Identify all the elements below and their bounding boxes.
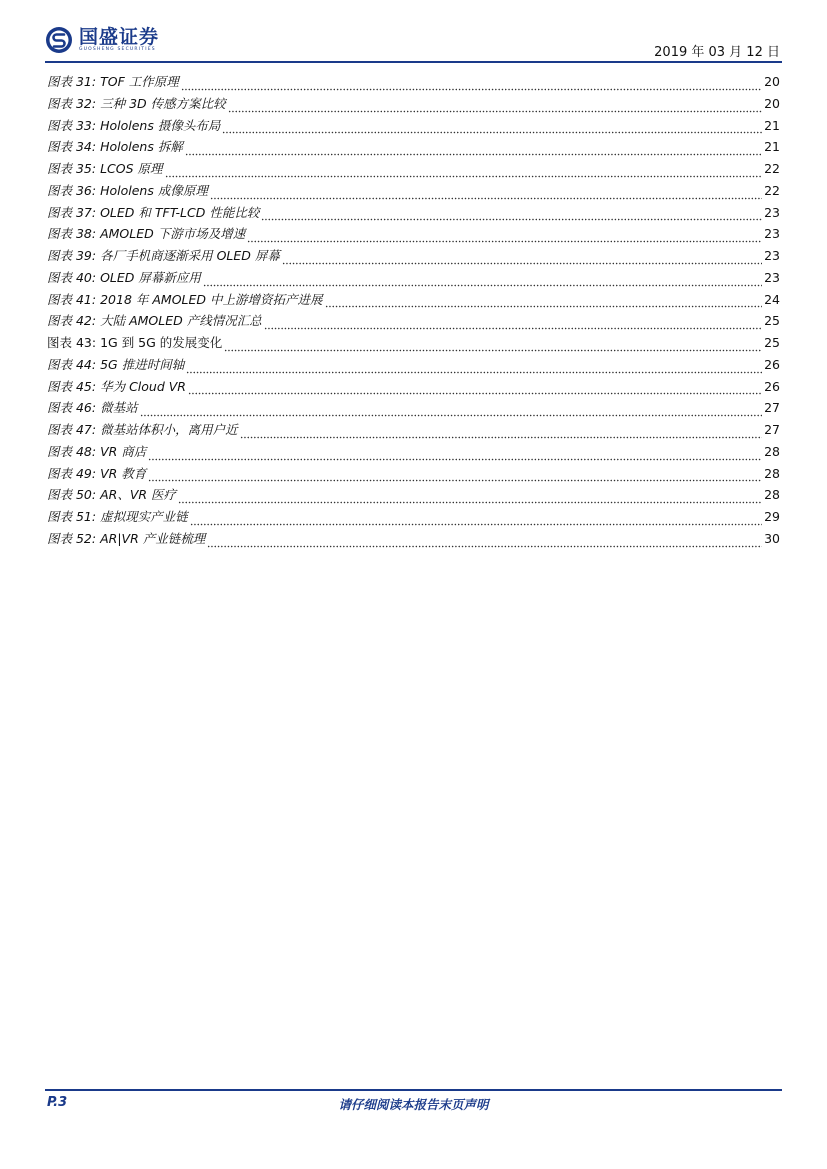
- toc-entry[interactable]: [47, 464, 780, 486]
- toc-entry-page: 24: [764, 291, 780, 307]
- footer-disclaimer: 请仔细阅读本报告末页声明: [338, 1097, 489, 1112]
- figure-index-list: [47, 72, 780, 551]
- toc-entry-label: 图表 49:: [47, 465, 97, 481]
- toc-entry[interactable]: [47, 137, 780, 159]
- logo-name: 国盛证券: [79, 26, 160, 48]
- toc-dot-leader: [148, 472, 762, 482]
- toc-dot-leader: [240, 429, 762, 439]
- toc-dot-leader: [261, 211, 762, 221]
- toc-entry-label: 图表 40:: [47, 269, 97, 285]
- toc-entry-title: VR 教育: [100, 465, 147, 481]
- footer-divider: [45, 1089, 782, 1091]
- toc-entry-title: Hololens 摄像头布局: [100, 117, 221, 133]
- toc-entry-title: AR、VR 医疗: [100, 487, 177, 503]
- toc-entry[interactable]: [47, 72, 780, 94]
- toc-entry-page: 29: [764, 509, 780, 524]
- toc-entry-title: LCOS 原理: [100, 161, 163, 176]
- toc-entry[interactable]: [47, 181, 780, 203]
- toc-dot-leader: [210, 190, 762, 200]
- toc-entry[interactable]: [47, 290, 780, 312]
- toc-entry-title: 虚拟现实产业链: [100, 509, 188, 524]
- toc-entry[interactable]: [47, 355, 780, 377]
- toc-entry[interactable]: [47, 442, 780, 464]
- toc-entry-page: 20: [764, 74, 780, 89]
- toc-entry-title: TOF 工作原理: [100, 74, 179, 89]
- toc-entry[interactable]: [47, 203, 780, 225]
- toc-entry-label: 图表 45:: [47, 378, 97, 394]
- toc-entry-label: 图表 50:: [47, 487, 97, 503]
- toc-entry-page: 22: [764, 161, 780, 176]
- toc-entry-title: OLED 和 TFT-LCD 性能比较: [100, 204, 260, 220]
- toc-entry-label: 图表 36:: [47, 182, 97, 198]
- toc-dot-leader: [222, 124, 762, 134]
- toc-entry[interactable]: [47, 94, 780, 116]
- company-logo: [45, 26, 159, 54]
- toc-entry-page: 28: [764, 487, 780, 503]
- toc-entry-page: 30: [764, 530, 780, 546]
- toc-entry-title: AR|VR 产业链梳理: [100, 530, 206, 546]
- toc-entry-label: 图表 48:: [47, 443, 97, 459]
- toc-entry-label: 图表 35:: [47, 161, 97, 176]
- toc-entry-page: 26: [764, 378, 780, 394]
- toc-entry[interactable]: [47, 377, 780, 399]
- toc-dot-leader: [228, 103, 762, 113]
- toc-entry-label: 图表 32:: [47, 95, 97, 111]
- toc-entry[interactable]: [47, 420, 780, 442]
- toc-entry-label: 图表 39:: [47, 248, 97, 263]
- toc-dot-leader: [148, 451, 762, 461]
- toc-dot-leader: [224, 342, 762, 352]
- toc-entry-label: 图表 52:: [47, 530, 97, 546]
- toc-entry-title: 1G 到 5G 的发展变化: [100, 335, 223, 350]
- toc-entry-page: 28: [764, 465, 780, 481]
- toc-entry-title: VR 商店: [100, 443, 147, 459]
- toc-entry-label: 图表 37:: [47, 204, 97, 220]
- toc-entry-page: 20: [764, 95, 780, 111]
- toc-dot-leader: [165, 168, 763, 178]
- toc-entry-label: 图表 38:: [47, 226, 97, 242]
- toc-dot-leader: [203, 277, 762, 287]
- guosheng-logo-icon: [45, 26, 73, 54]
- toc-entry-title: OLED 屏幕新应用: [100, 269, 201, 285]
- toc-entry[interactable]: [47, 333, 780, 355]
- toc-entry-title: AMOLED 下游市场及增速: [100, 226, 246, 242]
- toc-entry-label: 图表 47:: [47, 422, 97, 437]
- toc-entry-label: 图表 31:: [47, 74, 97, 89]
- toc-entry[interactable]: [47, 224, 780, 246]
- toc-entry-label: 图表 34:: [47, 139, 97, 155]
- toc-dot-leader: [178, 494, 762, 504]
- toc-entry-title: 大陆 AMOLED 产线情况汇总: [100, 313, 262, 329]
- toc-entry-title: Hololens 拆解: [100, 139, 183, 155]
- toc-entry[interactable]: [47, 116, 780, 138]
- toc-entry-title: Hololens 成像原理: [100, 182, 208, 198]
- toc-dot-leader: [207, 538, 762, 548]
- toc-dot-leader: [181, 81, 762, 91]
- toc-dot-leader: [264, 320, 762, 330]
- toc-entry-page: 21: [764, 139, 780, 155]
- toc-entry[interactable]: [47, 311, 780, 333]
- toc-entry[interactable]: [47, 529, 780, 551]
- toc-entry-label: 图表 46:: [47, 400, 97, 416]
- toc-entry-title: 各厂手机商逐渐采用 OLED 屏幕: [100, 248, 280, 263]
- toc-entry[interactable]: [47, 268, 780, 290]
- toc-dot-leader: [140, 407, 762, 417]
- toc-entry-page: 25: [764, 313, 780, 329]
- toc-entry-page: 23: [764, 269, 780, 285]
- toc-entry[interactable]: [47, 507, 780, 529]
- toc-entry-page: 27: [764, 422, 780, 437]
- toc-entry-label: 图表 42:: [47, 313, 97, 329]
- toc-entry-label: 图表 43:: [47, 335, 97, 350]
- toc-entry-title: 微基站: [100, 400, 138, 416]
- toc-dot-leader: [186, 364, 762, 374]
- toc-dot-leader: [325, 298, 763, 308]
- toc-dot-leader: [282, 255, 762, 265]
- toc-dot-leader: [190, 516, 762, 526]
- toc-entry-page: 23: [764, 226, 780, 242]
- toc-entry[interactable]: [47, 246, 780, 268]
- toc-entry[interactable]: [47, 159, 780, 181]
- toc-entry-title: 华为 Cloud VR: [100, 378, 186, 394]
- toc-entry-title: 微基站体积小，离用户近: [100, 422, 238, 437]
- toc-entry-page: 27: [764, 400, 780, 416]
- toc-dot-leader: [247, 233, 762, 243]
- toc-entry-label: 图表 33:: [47, 117, 97, 133]
- toc-dot-leader: [188, 385, 762, 395]
- toc-entry-title: 2018 年 AMOLED 中上游增资拓产进展: [100, 291, 323, 307]
- toc-entry-page: 21: [764, 117, 780, 133]
- toc-entry-label: 图表 51:: [47, 509, 97, 524]
- toc-entry-label: 图表 41:: [47, 291, 97, 307]
- toc-entry-page: 23: [764, 204, 780, 220]
- report-date: 2019 年 03 月 12 日: [654, 45, 780, 60]
- header-divider: [45, 61, 782, 63]
- toc-dot-leader: [185, 146, 762, 156]
- toc-entry-title: 三种 3D 传感方案比较: [100, 95, 226, 111]
- page-header: [0, 0, 827, 70]
- toc-entry-label: 图表 44:: [47, 356, 97, 372]
- toc-entry-page: 23: [764, 248, 780, 263]
- page-number: P.3: [47, 1095, 68, 1110]
- toc-entry[interactable]: [47, 398, 780, 420]
- toc-entry-page: 22: [764, 182, 780, 198]
- toc-entry[interactable]: [47, 485, 780, 507]
- logo-subtitle: GUOSHENG SECURITIES: [79, 47, 156, 52]
- toc-entry-page: 25: [764, 335, 780, 350]
- toc-entry-title: 5G 推进时间轴: [100, 356, 185, 372]
- toc-entry-page: 28: [764, 443, 780, 459]
- toc-entry-page: 26: [764, 356, 780, 372]
